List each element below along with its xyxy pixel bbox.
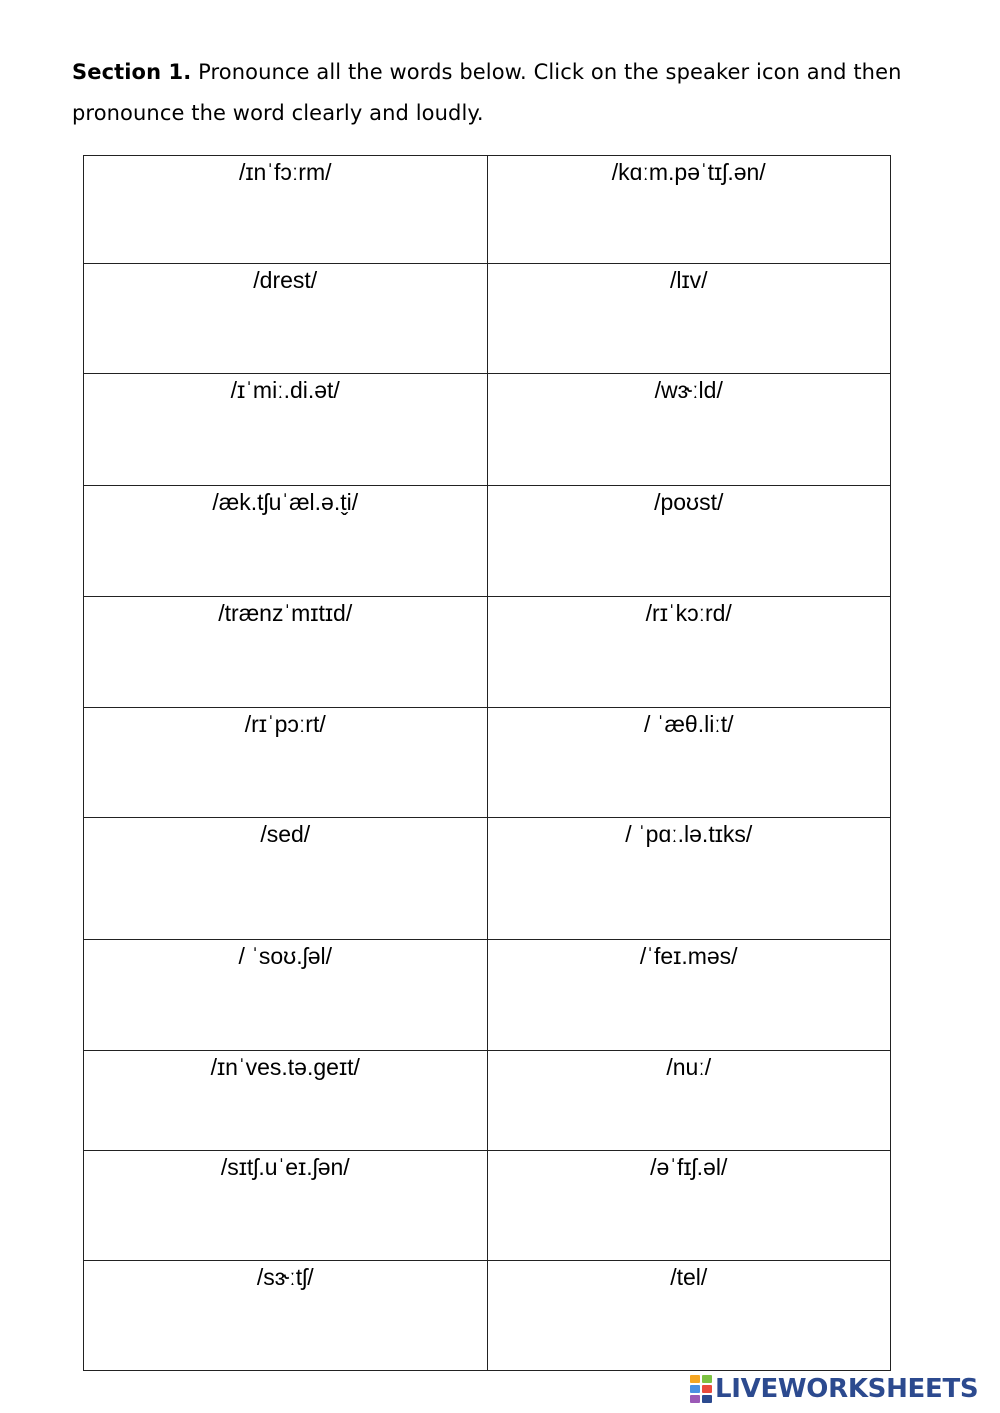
word-cell-left[interactable]: /sed/	[84, 818, 488, 940]
word-cell-right[interactable]: /ˈfeɪ.məs/	[487, 940, 891, 1051]
section-label: Section 1.	[72, 60, 192, 84]
table-row	[84, 1261, 891, 1371]
logo-mark-icon	[690, 1375, 712, 1403]
word-cell-left[interactable]: /trænzˈmɪtɪd/	[84, 597, 488, 708]
table-row	[84, 156, 891, 264]
table-row	[84, 486, 891, 597]
table-row	[84, 374, 891, 486]
word-cell-left[interactable]: / ˈsoʊ.ʃəl/	[84, 940, 488, 1051]
table-row	[84, 1151, 891, 1261]
word-cell-right[interactable]: /tel/	[487, 1261, 891, 1371]
word-cell-left[interactable]: /rɪˈpɔːrt/	[84, 708, 488, 818]
word-cell-right[interactable]: /nuː/	[487, 1051, 891, 1151]
word-cell-left[interactable]: /æk.tʃuˈæl.ə.t̬i/	[84, 486, 488, 597]
table-row	[84, 818, 891, 940]
word-cell-left[interactable]: /sɪtʃ.uˈeɪ.ʃən/	[84, 1151, 488, 1261]
liveworksheets-logo	[690, 1373, 978, 1405]
word-cell-right[interactable]: /wɝːld/	[487, 374, 891, 486]
word-cell-right[interactable]: /əˈfɪʃ.əl/	[487, 1151, 891, 1261]
word-cell-left[interactable]: /sɝːtʃ/	[84, 1261, 488, 1371]
table-row	[84, 264, 891, 374]
instructions	[72, 52, 952, 134]
word-cell-right[interactable]: / ˈæθ.liːt/	[487, 708, 891, 818]
word-cell-right[interactable]: /lɪv/	[487, 264, 891, 374]
word-cell-right[interactable]: /rɪˈkɔːrd/	[487, 597, 891, 708]
logo-text: LIVEWORKSHEETS	[715, 1374, 979, 1404]
word-cell-left[interactable]: /ɪnˈfɔːrm/	[84, 156, 488, 264]
word-cell-right[interactable]: /poʊst/	[487, 486, 891, 597]
word-cell-right[interactable]: /kɑːm.pəˈtɪʃ.ən/	[487, 156, 891, 264]
table-row	[84, 1051, 891, 1151]
word-cell-left[interactable]: /drest/	[84, 264, 488, 374]
word-cell-right[interactable]: / ˈpɑː.lə.tɪks/	[487, 818, 891, 940]
word-cell-left[interactable]: /ɪˈmiː.di.ət/	[84, 374, 488, 486]
pronunciation-table	[83, 155, 891, 1371]
table-row	[84, 597, 891, 708]
instructions-text: Pronounce all the words below. Click on the speaker icon and then pronounce the word clearly and loudly.	[72, 60, 902, 125]
word-cell-left[interactable]: /ɪnˈves.tə.geɪt/	[84, 1051, 488, 1151]
table-row	[84, 708, 891, 818]
table-row	[84, 940, 891, 1051]
